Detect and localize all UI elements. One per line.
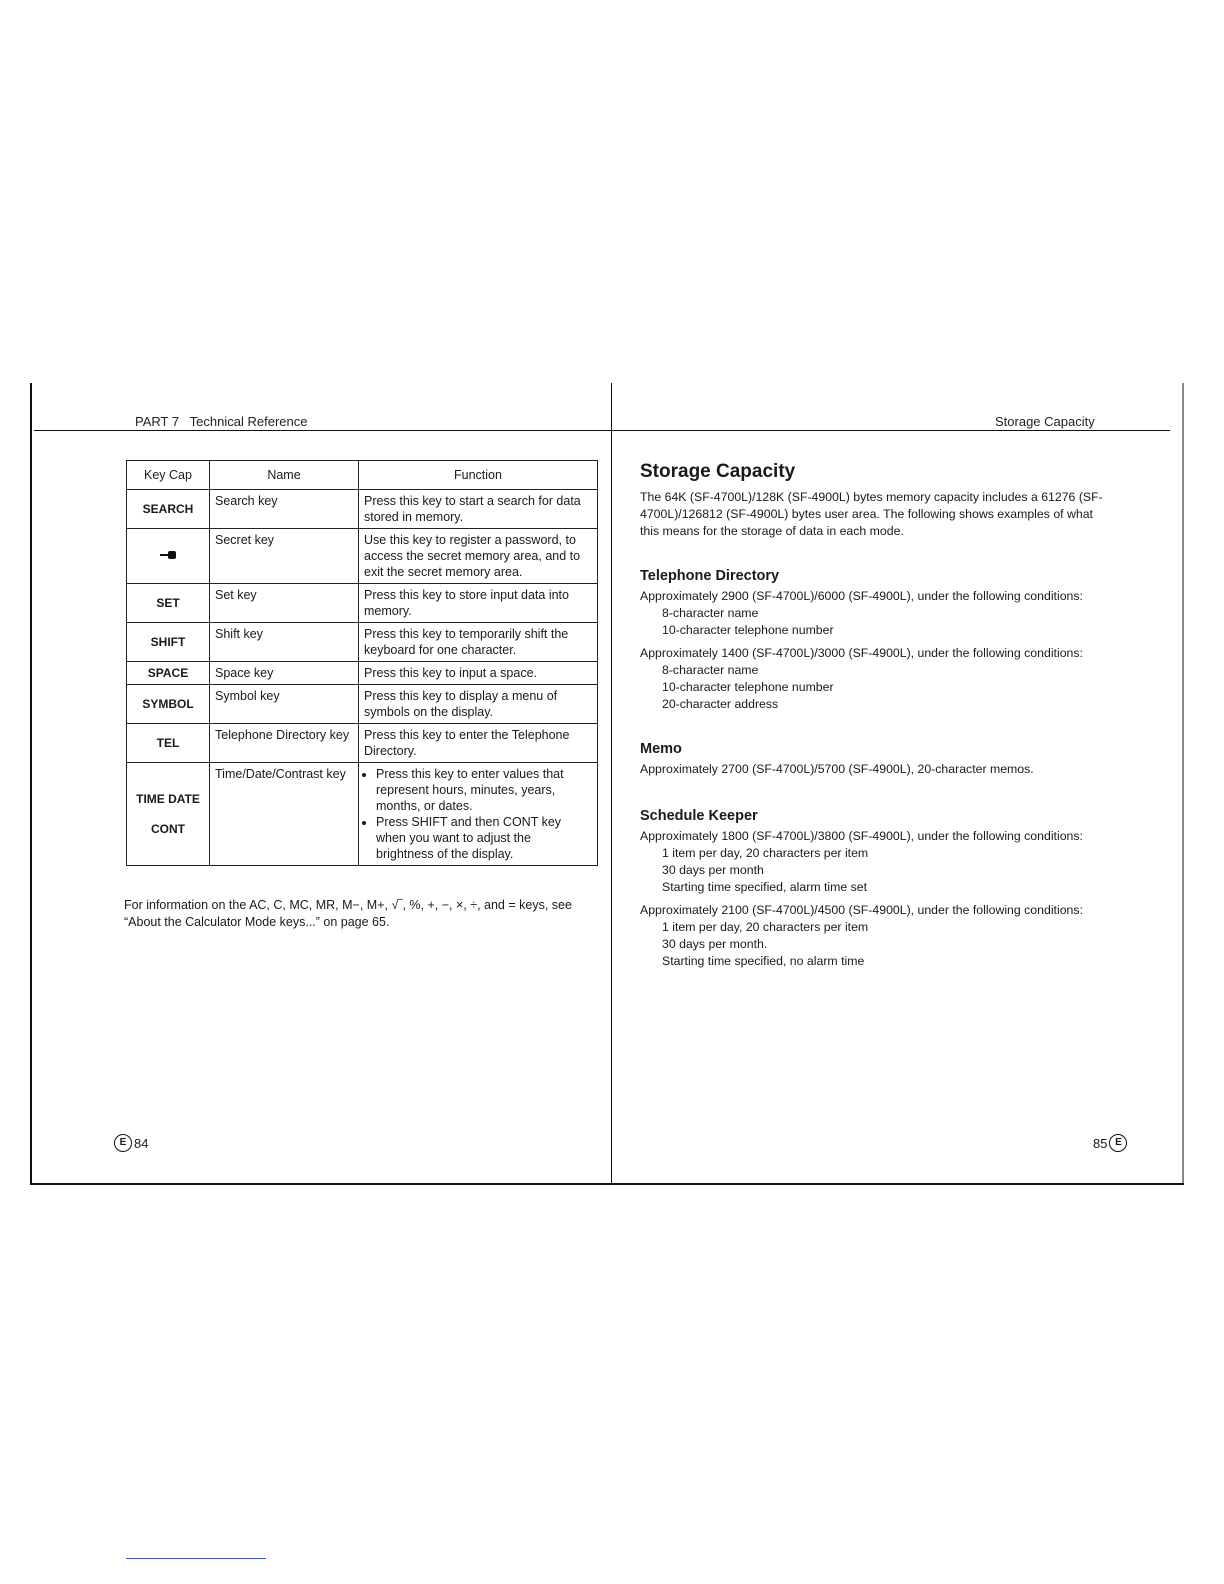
- condition-text: Approximately 2900 (SF-4700L)/6000 (SF-4900L), under the following conditions:: [640, 589, 1083, 603]
- key-cap-tel: TEL: [127, 724, 210, 763]
- left-outer-margin-line: [30, 383, 32, 1183]
- section-telephone-directory: [640, 568, 1110, 713]
- condition-item: 8-character name: [662, 663, 759, 677]
- condition-item: 30 days per month.: [662, 937, 768, 951]
- bottom-edge-line: [30, 1183, 1184, 1185]
- right-page-header: Storage Capacity: [995, 414, 1095, 429]
- key-cap-time-date-cont: [127, 763, 210, 866]
- right-page-number: [1093, 1134, 1127, 1152]
- condition-item: 20-character address: [662, 697, 779, 711]
- header-name: Name: [210, 461, 359, 490]
- key-cap-time-date: TIME DATE: [136, 792, 200, 806]
- function-bullet: • Press this key to enter values that represent hours, minutes, years, months, or dates.: [376, 766, 592, 814]
- key-function: Press this key to input a space.: [359, 662, 598, 685]
- e-badge-icon: E: [114, 1134, 132, 1152]
- right-header-rule: [612, 430, 1170, 431]
- key-function: Press this key to store input data into memory.: [359, 584, 598, 623]
- key-cap-secret: [127, 529, 210, 584]
- condition-item: 1 item per day, 20 characters per item: [662, 846, 869, 860]
- key-name: Telephone Directory key: [210, 724, 359, 763]
- table-row: [127, 584, 598, 623]
- condition-text: Approximately 2100 (SF-4700L)/4500 (SF-4900L), under the following conditions:: [640, 903, 1083, 917]
- key-cap-set: SET: [127, 584, 210, 623]
- left-header-rule: [34, 430, 612, 431]
- key-function: Press this key to display a menu of symbols on the display.: [359, 685, 598, 724]
- key-cap-space: SPACE: [127, 662, 210, 685]
- key-cap-cont: CONT: [151, 822, 185, 836]
- page-title: Storage Capacity: [640, 461, 796, 482]
- key-name: Search key: [210, 490, 359, 529]
- condition-item: 1 item per day, 20 characters per item: [662, 920, 869, 934]
- key-function: Press this key to enter the Telephone Directory.: [359, 724, 598, 763]
- page-number-text: 84: [134, 1135, 149, 1151]
- key-name: Symbol key: [210, 685, 359, 724]
- key-cap-shift: SHIFT: [127, 623, 210, 662]
- key-name: Time/Date/Contrast key: [210, 763, 359, 866]
- key-function: Use this key to register a password, to access the secret memory area, and to exit the secret memory area.: [359, 529, 598, 584]
- key-function: [359, 763, 598, 866]
- condition-item: 8-character name: [662, 606, 759, 620]
- header-key-cap: Key Cap: [127, 461, 210, 490]
- e-badge-icon: E: [1109, 1134, 1127, 1152]
- condition-item: 30 days per month: [662, 863, 764, 877]
- table-row: [127, 685, 598, 724]
- table-row: [127, 623, 598, 662]
- condition-item: 10-character telephone number: [662, 680, 834, 694]
- key-name: Space key: [210, 662, 359, 685]
- section-title: Schedule Keeper: [640, 808, 758, 824]
- section-schedule-keeper: [640, 808, 1110, 970]
- function-bullet: • Press SHIFT and then CONT key when you want to adjust the brightness of the display.: [376, 814, 592, 862]
- table-header-row: [127, 461, 598, 490]
- table-row: [127, 662, 598, 685]
- condition-item: 10-character telephone number: [662, 623, 834, 637]
- section-title: Telephone Directory: [640, 568, 780, 584]
- key-name: Secret key: [210, 529, 359, 584]
- table-row: [127, 490, 598, 529]
- intro-paragraph: The 64K (SF-4700L)/128K (SF-4900L) bytes memory capacity includes a 61276 (SF-4700L)/126812 (SF-4900L) bytes user area. The following shows examples of what this means for the storage of data in each mode.: [640, 490, 1103, 538]
- key-function: Press this key to start a search for data stored in memory.: [359, 490, 598, 529]
- condition-text: Approximately 1400 (SF-4700L)/3000 (SF-4900L), under the following conditions:: [640, 646, 1083, 660]
- page-number-text: 85: [1093, 1135, 1108, 1151]
- key-name: Shift key: [210, 623, 359, 662]
- table-row: [127, 529, 598, 584]
- key-name: Set key: [210, 584, 359, 623]
- left-page-header: PART 7 Technical Reference: [135, 414, 308, 429]
- condition-text: Approximately 2700 (SF-4700L)/5700 (SF-4900L), 20-character memos.: [640, 762, 1034, 776]
- left-page-number: [114, 1134, 148, 1152]
- right-outer-margin-line: [1182, 383, 1184, 1183]
- key-function-table: [126, 460, 598, 866]
- section-title: Memo: [640, 741, 682, 757]
- header-function: Function: [359, 461, 598, 490]
- faint-blue-mark: [126, 1558, 266, 1559]
- center-fold-line: [611, 383, 612, 1183]
- key-lock-icon: [160, 550, 176, 560]
- calculator-keys-note: For information on the AC, C, MC, MR, M−, M+, √‾, %, +, −, ×, ÷, and = keys, see “About the Calculator Mode keys...” on page 65.: [124, 898, 572, 929]
- key-function: Press this key to temporarily shift the keyboard for one character.: [359, 623, 598, 662]
- condition-item: Starting time specified, no alarm time: [662, 954, 865, 968]
- key-cap-symbol: SYMBOL: [127, 685, 210, 724]
- condition-item: Starting time specified, alarm time set: [662, 880, 868, 894]
- condition-text: Approximately 1800 (SF-4700L)/3800 (SF-4900L), under the following conditions:: [640, 829, 1083, 843]
- right-page-content: [640, 461, 1110, 970]
- section-memo: [640, 741, 1110, 778]
- key-cap-search: SEARCH: [127, 490, 210, 529]
- table-row: [127, 724, 598, 763]
- table-row: [127, 763, 598, 866]
